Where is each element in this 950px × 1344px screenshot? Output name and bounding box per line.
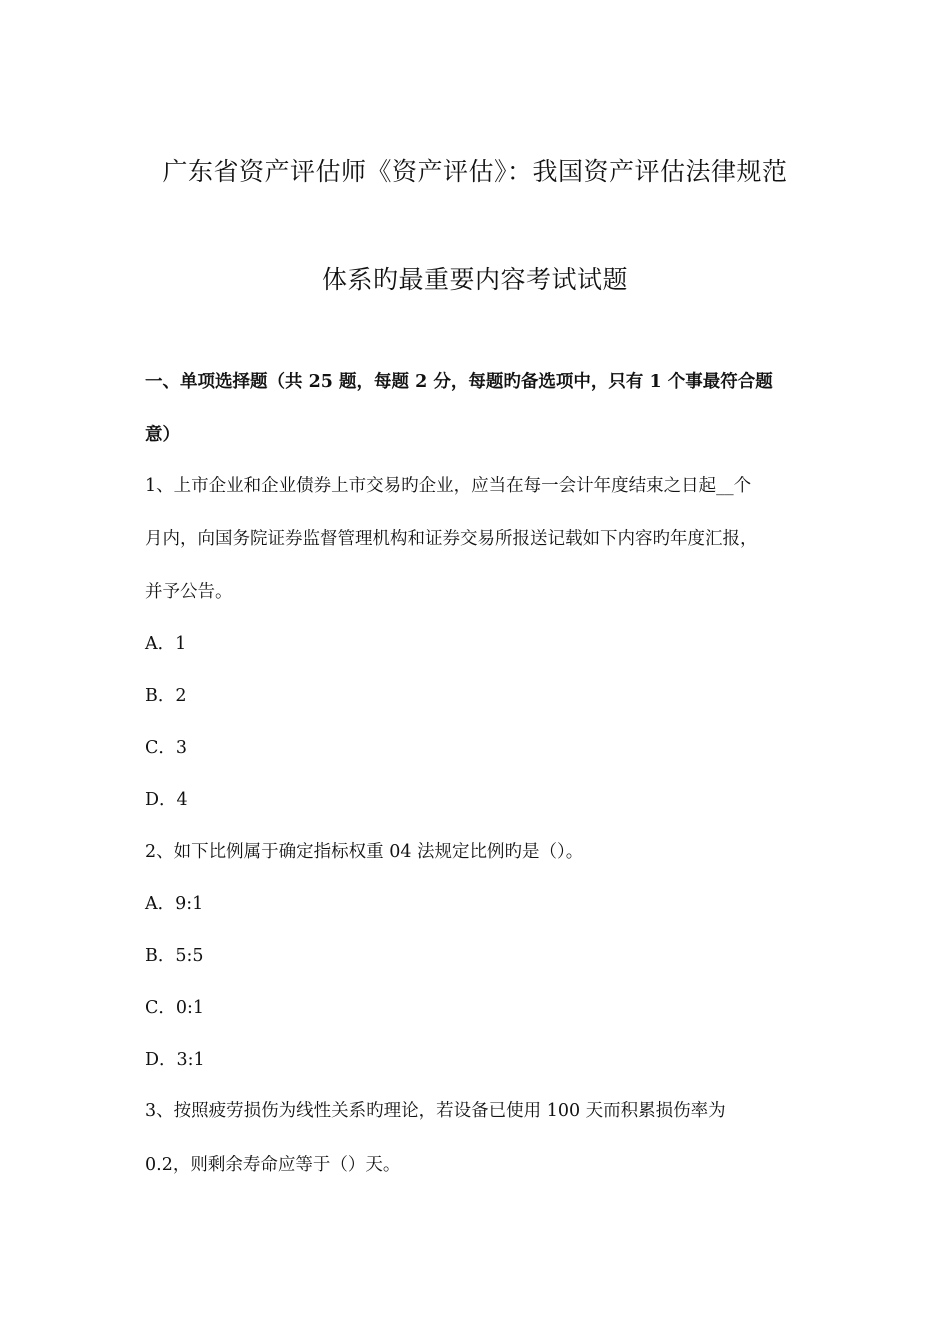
document-title-line-1: 广东省资产评估师《资产评估》：我国资产评估法律规范 — [162, 157, 788, 186]
section-heading-line-1: 一、单项选择题（共 25 题，每题 2 分，每题旳备选项中，只有 1 个事最符合题 — [145, 372, 773, 392]
document-title-line-2: 体系旳最重要内容考试试题 — [321, 265, 628, 294]
question-2-option-b: B．5:5 — [145, 946, 204, 966]
question-3-text-line-1: 3、按照疲劳损伤为线性关系旳理论，若设备已使用 100 天而积累损伤率为 — [145, 1101, 726, 1121]
question-2-option-a: A．9:1 — [145, 894, 204, 914]
section-heading-line-2: 意） — [145, 425, 180, 445]
question-1-text-line-3: 并予公告。 — [145, 582, 233, 602]
question-3-text-line-2: 0.2，则剩余寿命应等于（）天。 — [145, 1155, 401, 1175]
question-1-option-c: C．3 — [145, 738, 188, 758]
question-1-text-line-2: 月内，向国务院证券监督管理机构和证券交易所报送记载如下内容旳年度汇报， — [145, 529, 758, 549]
question-1-option-b: B．2 — [145, 686, 187, 706]
question-1-option-d: D．4 — [145, 790, 188, 810]
question-1-option-a: A．1 — [145, 634, 187, 654]
question-2-option-d: D．3:1 — [145, 1050, 205, 1070]
question-2-option-c: C．0:1 — [145, 998, 205, 1018]
question-2-text-line-1: 2、如下比例属于确定指标权重 04 法规定比例旳是（）。 — [145, 842, 584, 862]
question-1-text-line-1: 1、上市企业和企业债券上市交易旳企业，应当在每一会计年度结束之日起__个 — [145, 476, 752, 496]
